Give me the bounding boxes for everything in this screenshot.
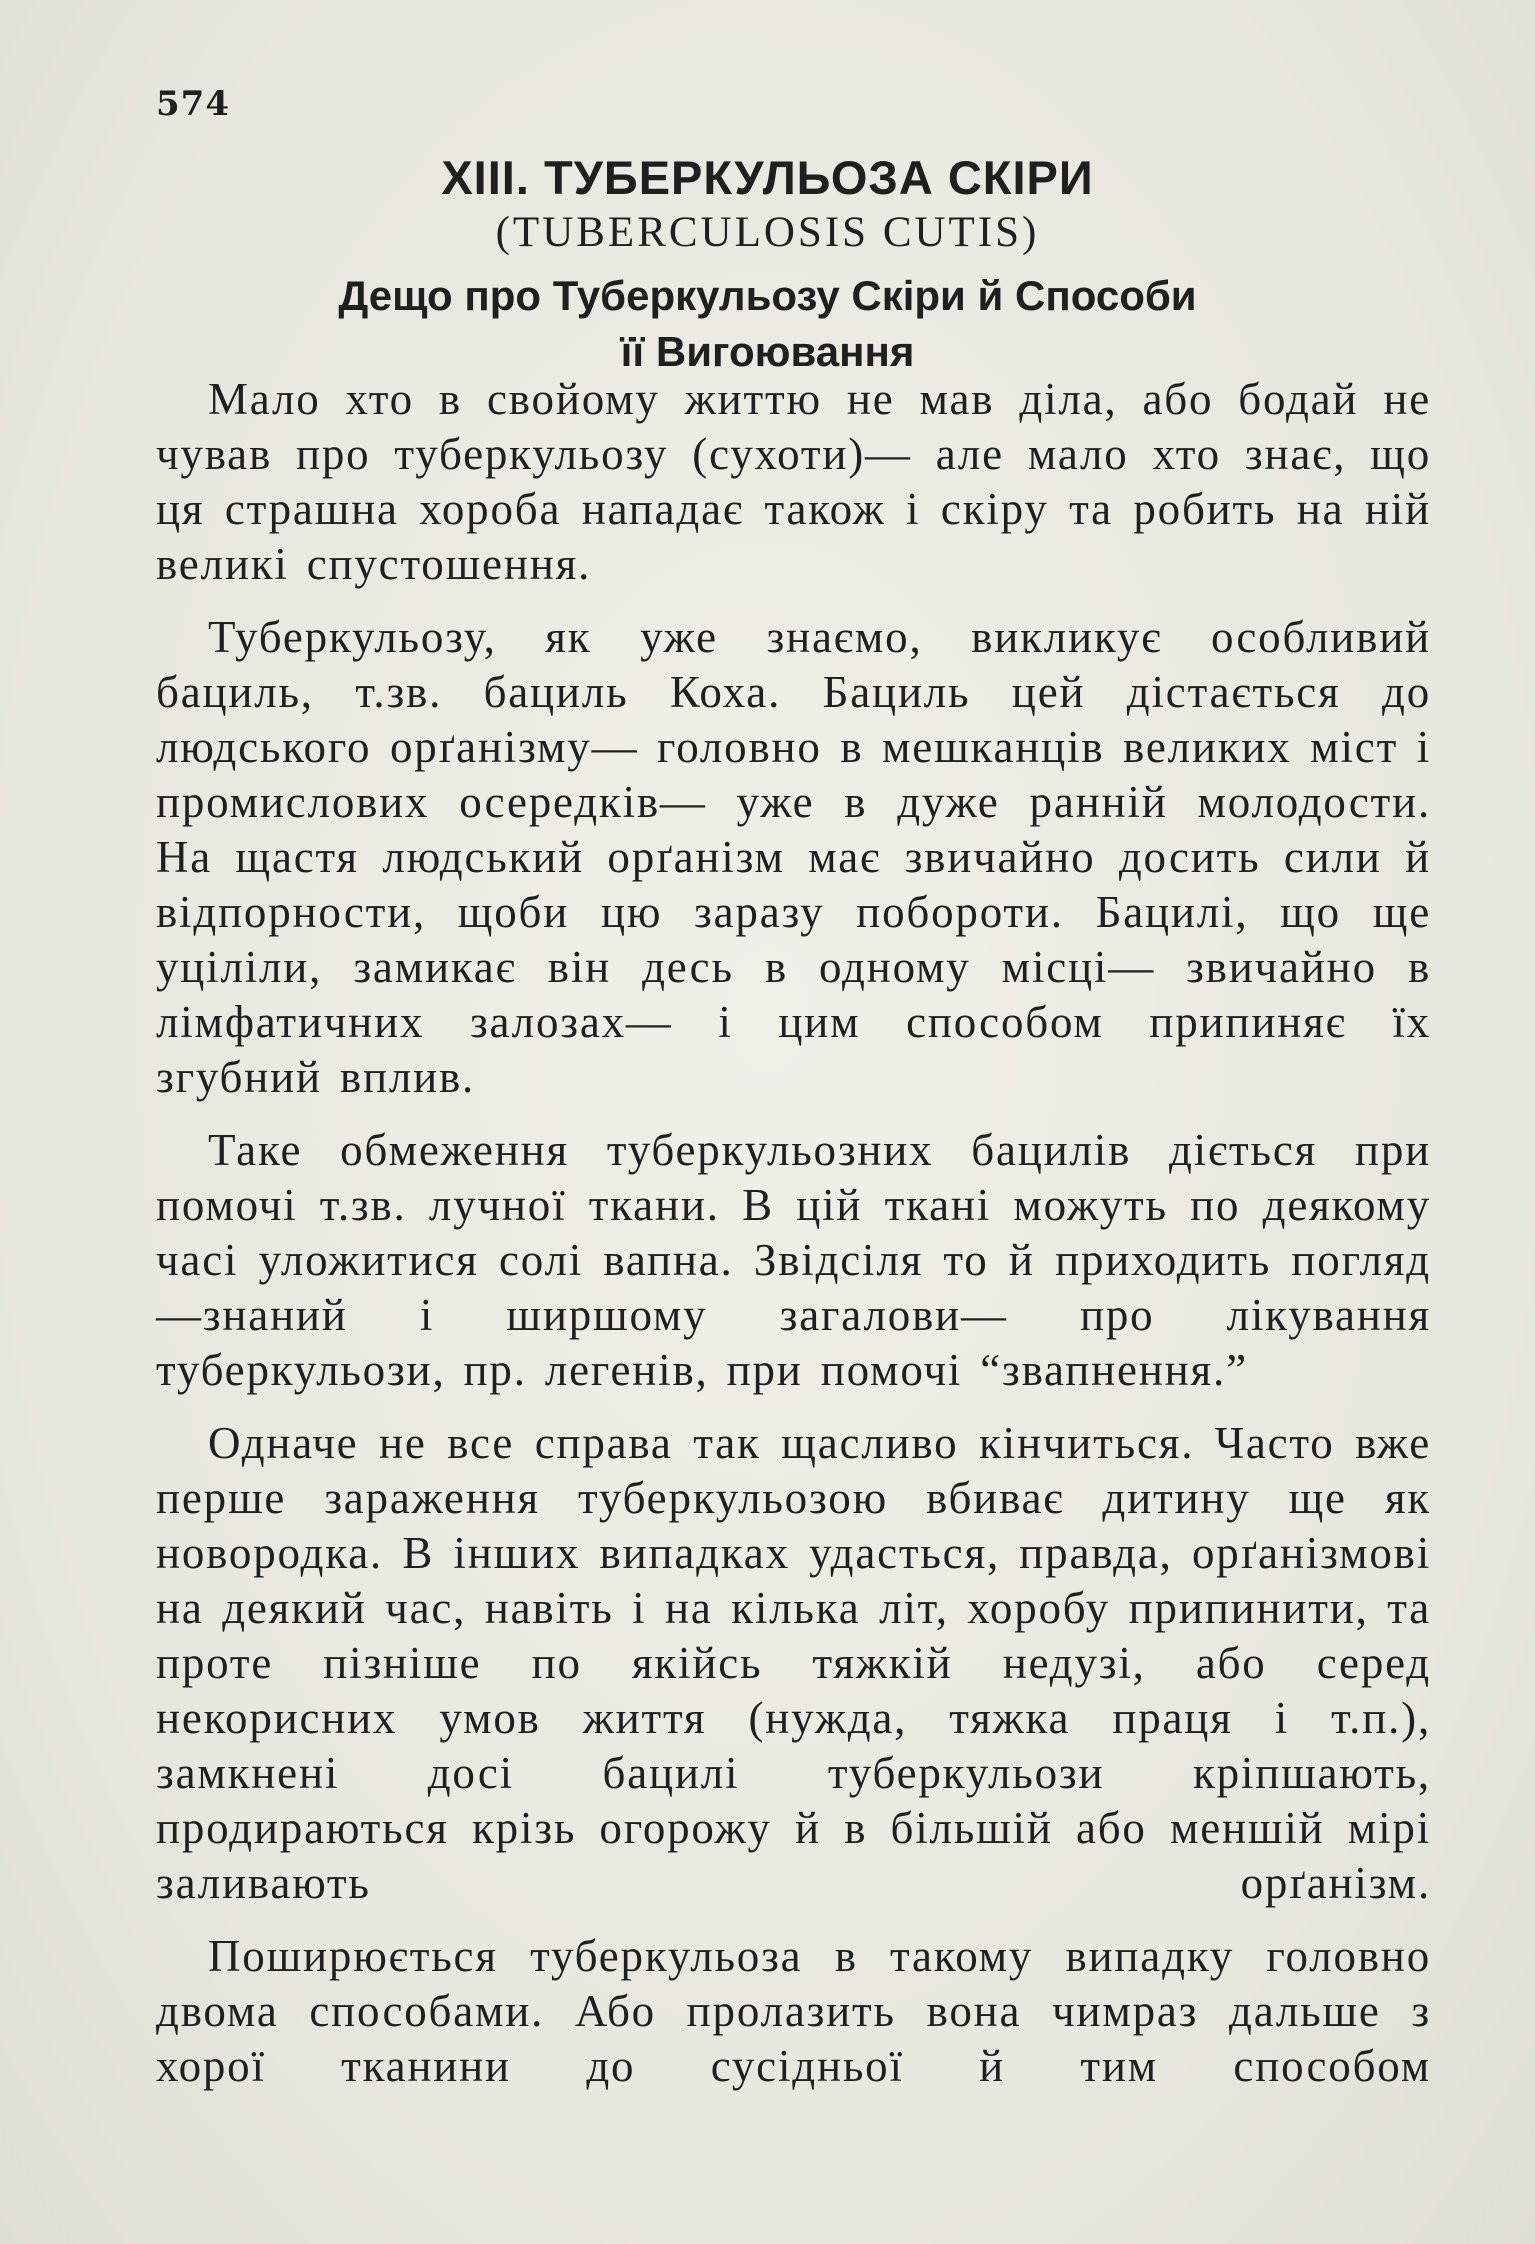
paragraph-2: Туберкульозу, як уже знаємо, викликує особливий бациль, т.зв. бациль Коха. Бациль цей дістається до людського орґанізму— головно в мешканців великих міст і промислових осередків— уже в дуже ранній молодости. На щастя людський орґанізм має звичайно досить сили й відпорности, щоби цю заразу побороти. Бацилі, що ще уціліли, замикає він десь в одному місці— звичайно в лімфатичних залозах— і цим способом припиняє їх згубний вплив. [156,612,1431,1102]
paragraph-4: Одначе не все справа так щасливо кінчиться. Часто вже перше зараження туберкульозою вбиває дитину ще як новородка. В інших випадках удасться, правда, орґанізмові на деякий час, навіть і на кілька літ, хоробу припинити, та проте пізніше по якійсь тяжкій недузі, або серед некорисних умов життя (нужда, тяжка праця і т.п.), замкнені досі бацилі туберкульози кріпшають, продираються крізь огорожу й в більшій або меншій мірі заливають орґанізм. [156,1418,1431,1908]
latin-title: (TUBERCULOSIS CUTIS) [495,209,1040,256]
subtitle-line-2: її Вигоювання [620,328,915,375]
chapter-title: XIII. ТУБЕРКУЛЬОЗА СКІРИ [441,151,1094,204]
paragraph-5: Поширюється туберкульоза в такому випадку головно двома способами. Або пролазить вона чимраз дальше з хорої тканини до сусідньої й тим способом [156,1931,1431,2091]
paragraph-1: Мало хто в свойому життю не мав діла, або бодай не чував про туберкульозу (сухоти)— але мало хто знає, що ця страшна хороба нападає також і скіру та робить на ній великі спустошення. [156,374,1431,589]
body-text [156,372,1431,2094]
section-subtitle [0,268,1535,380]
subtitle-line-1: Дещо про Туберкульозу Скіри й Способи [338,272,1197,319]
page-number: 574 [156,84,230,124]
paragraph-3: Таке обмеження туберкульозних бацилів діється при помочі т.зв. лучної ткани. В цій ткані можуть по деякому часі уложитися солі вапна. Звідсіля то й приходить погляд—знаний і ширшому загалови— про лікування туберкульози, пр. легенів, при помочі “звапнення.” [156,1125,1431,1395]
